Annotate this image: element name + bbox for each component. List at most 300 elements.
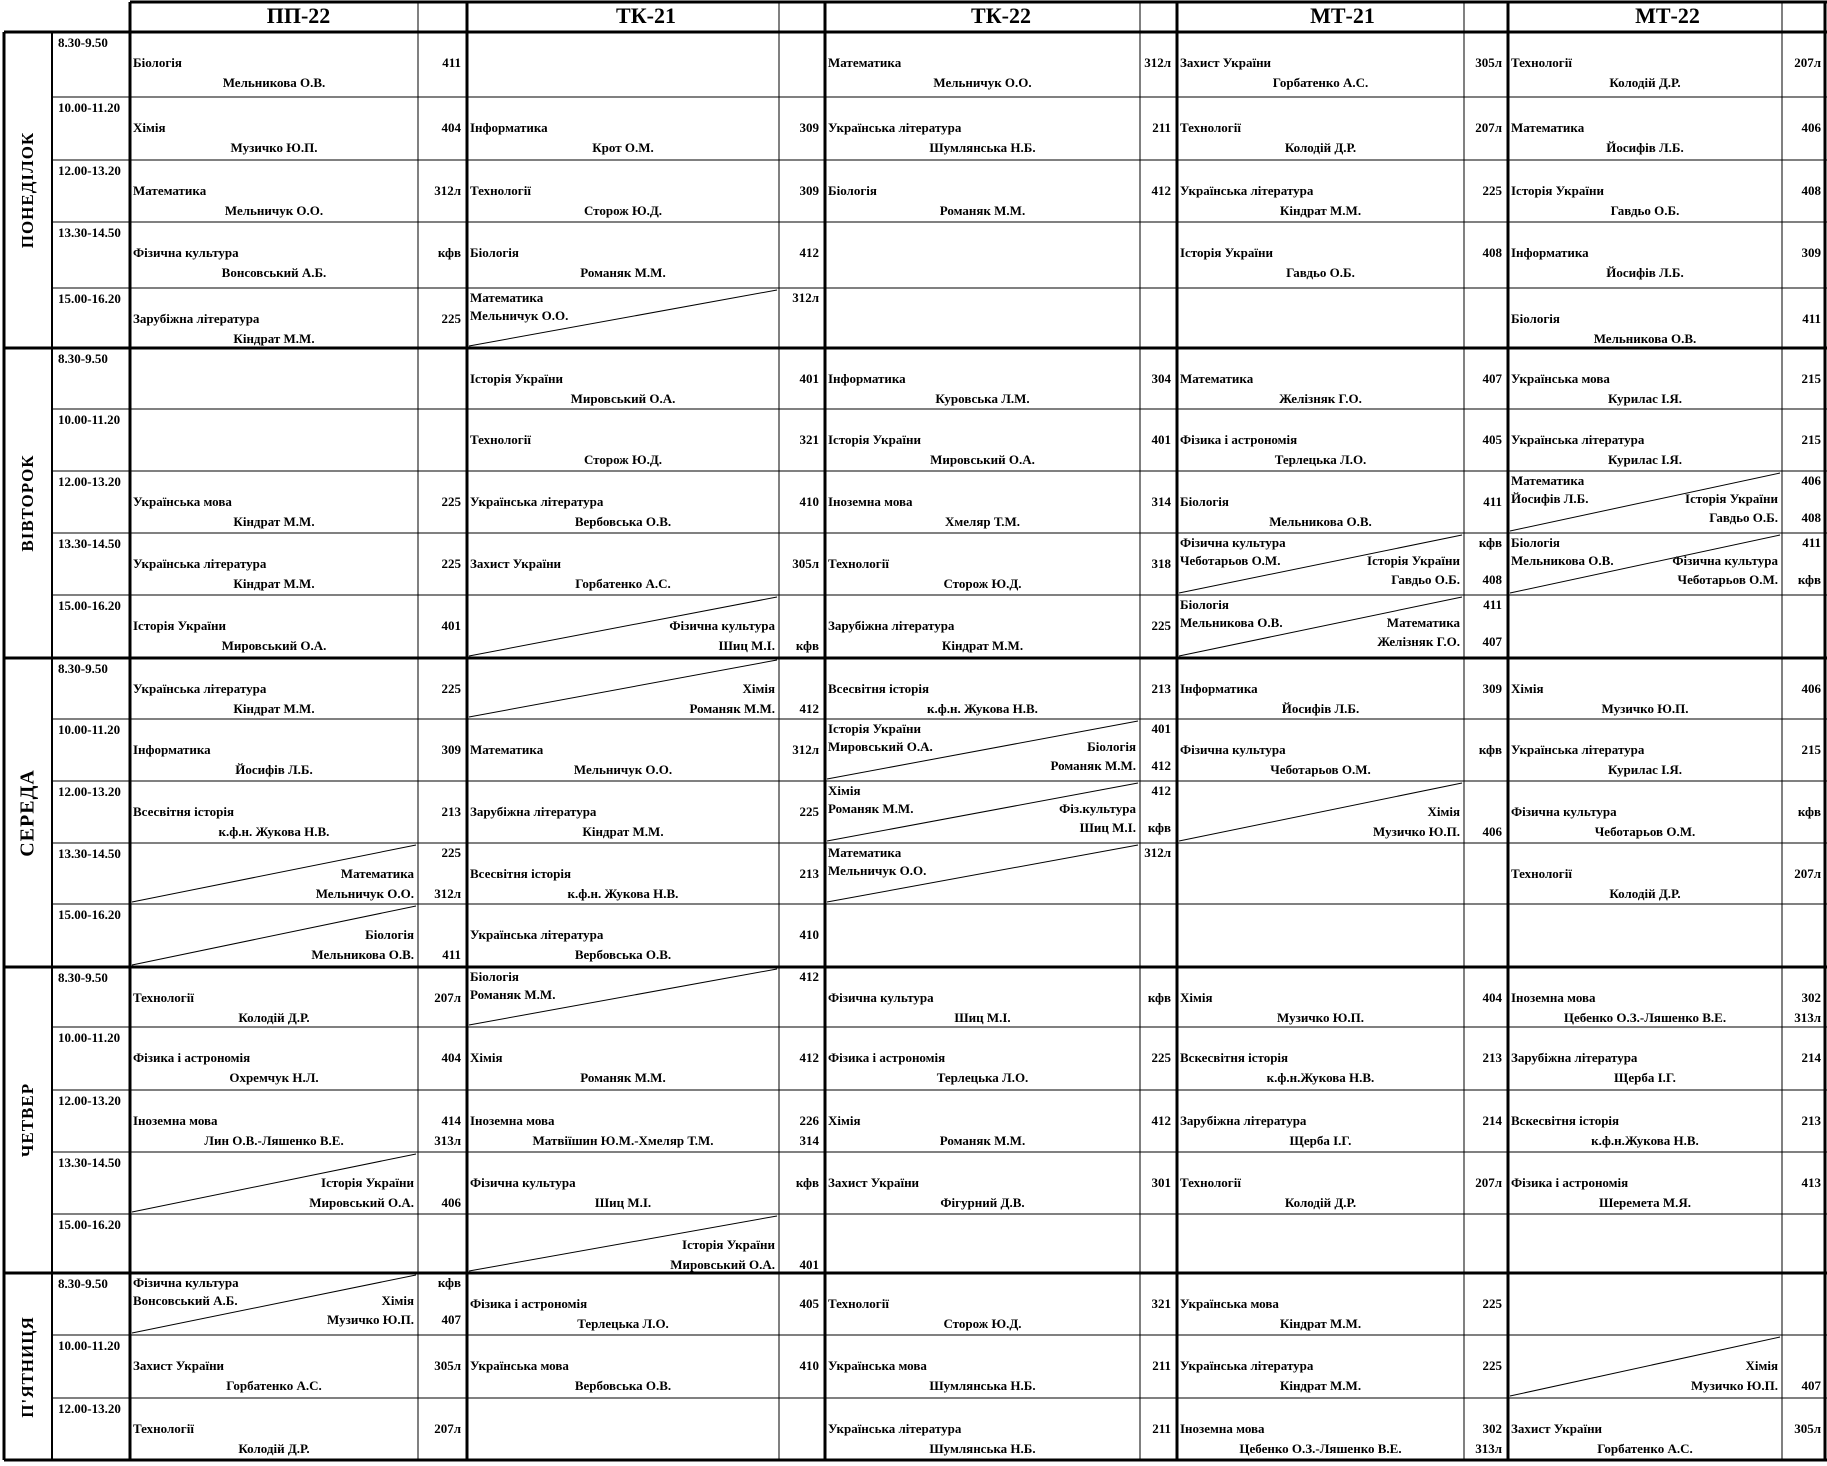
room-number: 321	[1151, 1296, 1171, 1311]
subject-name: Математика	[1386, 615, 1460, 630]
teacher-name: к.ф.н.Жукова Н.В.	[1591, 1133, 1699, 1148]
subject-name: Технології	[1180, 120, 1241, 135]
subject-name: Фізика і астрономія	[1180, 432, 1298, 447]
room-number: 404	[441, 120, 461, 135]
room-number: 313л	[1794, 1010, 1821, 1025]
room-number: 412	[1151, 783, 1171, 798]
room-number: 408	[1801, 183, 1821, 198]
time-slot: 8.30-9.50	[58, 661, 108, 676]
teacher-name: Мировський О.А.	[221, 638, 327, 653]
day-label: ПОНЕДІЛОК	[18, 131, 37, 249]
teacher-name: Мировський О.А.	[670, 1257, 775, 1272]
teacher-name: Сторож Ю.Д.	[583, 452, 663, 467]
subject-name: Українська мова	[1180, 1296, 1279, 1311]
teacher-name: Романяк М.М.	[828, 801, 914, 816]
room-number: 404	[1482, 990, 1502, 1005]
teacher-name: Мировський О.А.	[930, 452, 1035, 467]
room-number: 412	[1151, 758, 1171, 773]
subject-name: Хімія	[1427, 804, 1460, 819]
teacher-name: Мельникова О.В.	[1511, 553, 1614, 568]
subject-name: Фізика і астрономія	[133, 1050, 251, 1065]
subject-name: Технології	[133, 1421, 194, 1436]
room-number: 314	[799, 1133, 819, 1148]
teacher-name: Сторож Ю.Д.	[943, 1316, 1022, 1331]
teacher-name: Вонсовський А.Б.	[133, 1293, 238, 1308]
time-slot: 15.00-16.20	[58, 1217, 121, 1232]
subject-name: Математика	[828, 845, 902, 860]
room-number: 207л	[1794, 866, 1821, 881]
room-number: 305л	[792, 556, 819, 571]
subject-name: Вскесвітня історія	[1180, 1050, 1289, 1065]
time-slot: 8.30-9.50	[58, 970, 108, 985]
room-number: 207л	[434, 990, 461, 1005]
time-slot: 8.30-9.50	[58, 35, 108, 50]
subject-name: Математика	[470, 742, 544, 757]
teacher-name: к.ф.н. Жукова Н.В.	[927, 701, 1038, 716]
teacher-name: Кіндрат М.М.	[233, 701, 315, 716]
room-number: 410	[799, 1358, 819, 1373]
room-number: 414	[441, 1113, 461, 1128]
subject-name: Математика	[1511, 120, 1585, 135]
teacher-name: Гавдьо О.Б.	[1391, 572, 1460, 587]
subject-name: Інформатика	[1511, 245, 1589, 260]
teacher-name: Щерба І.Г.	[1614, 1070, 1676, 1085]
subject-name: Іноземна мова	[133, 1113, 218, 1128]
subject-name: Фізична культура	[470, 1175, 576, 1190]
teacher-name: Романяк М.М.	[689, 701, 775, 716]
teacher-name: Матвіїшин Ю.М.-Хмеляр Т.М.	[532, 1133, 714, 1148]
time-slot: 13.30-14.50	[58, 846, 121, 861]
day-label: ЧЕТВЕР	[18, 1082, 37, 1158]
room-number: 407	[441, 1312, 461, 1327]
room-number: 410	[799, 494, 819, 509]
room-number: 412	[1151, 1113, 1171, 1128]
room-number: 312л	[792, 742, 819, 757]
room-number: 225	[441, 494, 461, 509]
time-slot: 8.30-9.50	[58, 351, 108, 366]
subject-name: Захист України	[133, 1358, 225, 1373]
room-number: кфв	[1478, 742, 1502, 757]
teacher-name: Сторож Ю.Д.	[943, 576, 1022, 591]
room-number: кфв	[795, 638, 819, 653]
room-number: 407	[1482, 371, 1502, 386]
teacher-name: Романяк М.М.	[939, 203, 1026, 218]
room-number: 207л	[1475, 1175, 1502, 1190]
teacher-name: Охремчук Н.Л.	[229, 1070, 319, 1085]
room-number: 225	[1482, 1296, 1502, 1311]
subject-name: Українська література	[133, 681, 267, 696]
subject-name: Фіз.культура	[1059, 801, 1136, 816]
teacher-name: Цебенко О.З.-Ляшенко В.Е.	[1563, 1010, 1727, 1025]
room-number: 207л	[434, 1421, 461, 1436]
room-number: 305л	[1475, 55, 1502, 70]
subject-name: Біологія	[1511, 311, 1560, 326]
room-number: 401	[799, 1257, 819, 1272]
subject-name: Фізична культура	[133, 245, 239, 260]
subject-name: Фізична культура	[1180, 535, 1286, 550]
subject-name: Фізика і астрономія	[470, 1296, 588, 1311]
room-number: 312л	[792, 290, 819, 305]
room-number: 214	[1801, 1050, 1821, 1065]
room-number: 411	[1483, 597, 1502, 612]
room-number: 401	[799, 371, 819, 386]
room-number: 225	[1482, 1358, 1502, 1373]
teacher-name: Сторож Ю.Д.	[583, 203, 663, 218]
time-slot: 10.00-11.20	[58, 1338, 121, 1353]
subject-name: Історія України	[133, 618, 226, 633]
teacher-name: Мельничук О.О.	[828, 863, 927, 878]
teacher-name: к.ф.н.Жукова Н.В.	[1266, 1070, 1375, 1085]
teacher-name: Кіндрат М.М.	[941, 638, 1024, 653]
teacher-name: Чеботарьов О.М.	[1594, 824, 1696, 839]
teacher-name: Колодій Д.Р.	[238, 1010, 310, 1025]
teacher-name: Гавдьо О.Б.	[1610, 203, 1680, 218]
room-number: 313л	[434, 1133, 461, 1148]
teacher-name: Шиц М.І.	[594, 1195, 652, 1210]
teacher-name: Йосифів Л.Б.	[235, 762, 313, 777]
room-number: 213	[1151, 681, 1171, 696]
room-number: 405	[799, 1296, 819, 1311]
subject-name: Хімія	[742, 681, 775, 696]
subject-name: Біологія	[1511, 535, 1560, 550]
teacher-name: Горбатенко А.С.	[226, 1378, 322, 1393]
subject-name: Хімія	[1511, 681, 1544, 696]
subject-name: Українська література	[828, 1421, 962, 1436]
room-number: 225	[441, 681, 461, 696]
subject-name: Українська мова	[133, 494, 232, 509]
teacher-name: Курилас І.Я.	[1607, 391, 1683, 406]
subject-name: Біологія	[1180, 494, 1229, 509]
teacher-name: Колодій Д.Р.	[238, 1441, 310, 1456]
room-number: 401	[441, 618, 461, 633]
teacher-name: Романяк М.М.	[470, 987, 556, 1002]
teacher-name: Мельникова О.В.	[222, 75, 326, 90]
teacher-name: Терлецька Л.О.	[1274, 452, 1367, 467]
time-slot: 12.00-13.20	[58, 163, 121, 178]
teacher-name: Мельничук О.О.	[470, 308, 569, 323]
teacher-name: Мельникова О.В.	[1593, 331, 1697, 346]
teacher-name: Колодій Д.Р.	[1284, 1195, 1357, 1210]
teacher-name: Музичко Ю.П.	[327, 1312, 414, 1327]
subject-name: Інформатика	[133, 742, 211, 757]
subject-name: Інформатика	[828, 371, 906, 386]
room-number: 411	[442, 55, 461, 70]
subject-name: Всесвітня історія	[828, 681, 930, 696]
room-number: 312л	[434, 183, 461, 198]
teacher-name: Терлецька Л.О.	[936, 1070, 1029, 1085]
room-number: 313л	[1475, 1441, 1502, 1456]
room-number: 412	[799, 245, 819, 260]
day-label: СЕРЕДА	[16, 768, 39, 857]
time-slot: 15.00-16.20	[58, 291, 121, 306]
room-number: 304	[1151, 371, 1171, 386]
room-number: 226	[799, 1113, 819, 1128]
room-number: 213	[1801, 1113, 1821, 1128]
teacher-name: Мельничук О.О.	[315, 886, 414, 901]
teacher-name: Колодій Д.Р.	[1609, 75, 1681, 90]
room-number: 211	[1152, 120, 1171, 135]
teacher-name: Желізняк Г.О.	[1279, 391, 1362, 406]
teacher-name: Мельникова О.В.	[311, 947, 414, 962]
room-number: кфв	[1797, 572, 1821, 587]
subject-name: Іноземна мова	[470, 1113, 555, 1128]
subject-name: Українська література	[133, 556, 267, 571]
room-number: 215	[1801, 742, 1821, 757]
subject-name: Біологія	[365, 927, 414, 942]
subject-name: Українська література	[828, 120, 962, 135]
room-number: 411	[1802, 311, 1821, 326]
subject-name: Технології	[1511, 866, 1572, 881]
subject-name: Зарубіжна література	[828, 618, 955, 633]
subject-name: Історія України	[828, 721, 921, 736]
teacher-name: Крот О.М.	[592, 140, 654, 155]
subject-name: Математика	[340, 866, 414, 881]
subject-name: Історія України	[321, 1175, 414, 1190]
subject-name: Технології	[470, 432, 531, 447]
subject-name: Хімія	[828, 783, 861, 798]
teacher-name: Йосифів Л.Б.	[1606, 265, 1684, 280]
subject-name: Математика	[470, 290, 544, 305]
teacher-name: Йосифів Л.Б.	[1511, 491, 1589, 506]
time-slot: 12.00-13.20	[58, 784, 121, 799]
subject-name: Захист України	[470, 556, 562, 571]
subject-name: Іноземна мова	[1511, 990, 1596, 1005]
room-number: 305л	[1794, 1421, 1821, 1436]
teacher-name: Гавдьо О.Б.	[1286, 265, 1355, 280]
subject-name: Біологія	[133, 55, 182, 70]
subject-name: Історія України	[1367, 553, 1460, 568]
teacher-name: Музичко Ю.П.	[230, 140, 318, 155]
room-number: 411	[1483, 494, 1502, 509]
time-slot: 15.00-16.20	[58, 598, 121, 613]
room-number: 215	[1801, 371, 1821, 386]
room-number: 411	[1802, 535, 1821, 550]
room-number: кфв	[1147, 820, 1171, 835]
teacher-name: Романяк М.М.	[1050, 758, 1136, 773]
subject-name: Хімія	[828, 1113, 861, 1128]
subject-name: Захист України	[828, 1175, 920, 1190]
room-number: 413	[1801, 1175, 1821, 1190]
teacher-name: Куровська Л.М.	[935, 391, 1030, 406]
subject-name: Хімія	[470, 1050, 503, 1065]
teacher-name: Фігурний Д.В.	[940, 1195, 1025, 1210]
subject-name: Біологія	[470, 245, 519, 260]
room-number: 312л	[1144, 845, 1171, 860]
teacher-name: Кіндрат М.М.	[233, 514, 315, 529]
subject-name: Інформатика	[470, 120, 548, 135]
subject-name: Біологія	[828, 183, 877, 198]
teacher-name: Горбатенко А.С.	[575, 576, 671, 591]
teacher-name: Мельничук О.О.	[933, 75, 1032, 90]
subject-name: Хімія	[1180, 990, 1213, 1005]
room-number: 318	[1151, 556, 1171, 571]
room-number: 412	[1151, 183, 1171, 198]
room-number: кфв	[437, 245, 461, 260]
teacher-name: Романяк М.М.	[939, 1133, 1026, 1148]
subject-name: Технології	[1511, 55, 1572, 70]
room-number: 225	[1151, 618, 1171, 633]
subject-name: Історія України	[828, 432, 921, 447]
teacher-name: Мировський О.А.	[828, 739, 933, 754]
room-number: кфв	[1797, 804, 1821, 819]
subject-name: Фізика і астрономія	[828, 1050, 946, 1065]
subject-name: Історія України	[470, 371, 563, 386]
subject-name: Захист України	[1511, 1421, 1603, 1436]
room-number: 302	[1482, 1421, 1502, 1436]
subject-name: Біологія	[1087, 739, 1136, 754]
room-number: 407	[1801, 1378, 1821, 1393]
room-number: 405	[1482, 432, 1502, 447]
subject-name: Українська література	[1511, 432, 1645, 447]
subject-name: Технології	[470, 183, 531, 198]
teacher-name: Шиц М.І.	[718, 638, 775, 653]
teacher-name: Горбатенко А.С.	[1272, 75, 1369, 90]
room-number: кфв	[795, 1175, 819, 1190]
time-slot: 8.30-9.50	[58, 1276, 108, 1291]
teacher-name: Романяк М.М.	[580, 1070, 666, 1085]
room-number: 406	[1801, 473, 1821, 488]
subject-name: Фізика і астрономія	[1511, 1175, 1629, 1190]
teacher-name: Терлецька Л.О.	[577, 1316, 669, 1331]
room-number: 225	[441, 311, 461, 326]
room-number: 407	[1482, 634, 1502, 649]
teacher-name: Музичко Ю.П.	[1691, 1378, 1778, 1393]
room-number: 408	[1482, 572, 1502, 587]
teacher-name: Романяк М.М.	[580, 265, 666, 280]
room-number: 406	[1801, 120, 1821, 135]
room-number: 225	[441, 556, 461, 571]
group-header: ПП-22	[266, 3, 331, 28]
subject-name: Фізична культура	[133, 1275, 239, 1290]
subject-name: Фізична культура	[1180, 742, 1286, 757]
subject-name: Біологія	[470, 969, 519, 984]
room-number: кфв	[1147, 990, 1171, 1005]
teacher-name: Кіндрат М.М.	[1279, 1316, 1362, 1331]
teacher-name: Шумлянська Н.Б.	[929, 1441, 1036, 1456]
room-number: 401	[1151, 721, 1171, 736]
teacher-name: Музичко Ю.П.	[1601, 701, 1689, 716]
time-slot: 13.30-14.50	[58, 1155, 121, 1170]
teacher-name: Вербовська О.В.	[574, 1378, 672, 1393]
subject-name: Зарубіжна література	[1180, 1113, 1307, 1128]
time-slot: 10.00-11.20	[58, 412, 121, 427]
time-slot: 13.30-14.50	[58, 225, 121, 240]
room-number: 225	[799, 804, 819, 819]
subject-name: Математика	[1180, 371, 1254, 386]
group-header: МТ-22	[1635, 3, 1700, 28]
time-slot: 12.00-13.20	[58, 1093, 121, 1108]
room-number: 406	[1801, 681, 1821, 696]
teacher-name: Йосифів Л.Б.	[1281, 701, 1360, 716]
subject-name: Математика	[1511, 473, 1585, 488]
time-slot: 12.00-13.20	[58, 1401, 121, 1416]
teacher-name: Колодій Д.Р.	[1284, 140, 1357, 155]
teacher-name: Шумлянська Н.Б.	[929, 140, 1036, 155]
teacher-name: Кіндрат М.М.	[1279, 1378, 1362, 1393]
room-number: 411	[442, 947, 461, 962]
room-number: 309	[799, 183, 819, 198]
room-number: 412	[799, 1050, 819, 1065]
teacher-name: Музичко Ю.П.	[1277, 1010, 1364, 1025]
subject-name: Хімія	[133, 120, 166, 135]
subject-name: Технології	[828, 1296, 889, 1311]
subject-name: Технології	[133, 990, 194, 1005]
time-slot: 15.00-16.20	[58, 907, 121, 922]
teacher-name: Горбатенко А.С.	[1597, 1441, 1693, 1456]
room-number: 401	[1151, 432, 1171, 447]
teacher-name: Хмеляр Т.М.	[945, 514, 1020, 529]
teacher-name: Вербовська О.В.	[574, 947, 672, 962]
teacher-name: Мировський О.А.	[570, 391, 676, 406]
room-number: 305л	[434, 1358, 461, 1373]
room-number: 312л	[434, 886, 461, 901]
teacher-name: Желізняк Г.О.	[1377, 634, 1460, 649]
subject-name: Історія України	[1180, 245, 1273, 260]
subject-name: Всесвітня історія	[133, 804, 235, 819]
teacher-name: Мировський О.А.	[309, 1195, 414, 1210]
teacher-name: Гавдьо О.Б.	[1709, 510, 1778, 525]
room-number: 406	[1482, 824, 1502, 839]
room-number: 302	[1801, 990, 1821, 1005]
day-label: ВІВТОРОК	[18, 454, 37, 552]
room-number: 213	[799, 866, 819, 881]
room-number: кфв	[1478, 535, 1502, 550]
teacher-name: Мельничук О.О.	[224, 203, 324, 218]
teacher-name: Чеботарьов О.М.	[1180, 553, 1281, 568]
subject-name: Вскесвітня історія	[1511, 1113, 1620, 1128]
subject-name: Біологія	[1180, 597, 1229, 612]
group-header: ТК-22	[971, 3, 1031, 28]
day-label: П'ЯТНИЦЯ	[18, 1315, 37, 1418]
room-number: 215	[1801, 432, 1821, 447]
subject-name: Українська література	[1180, 1358, 1314, 1373]
room-number: 225	[1151, 1050, 1171, 1065]
subject-name: Хімія	[381, 1293, 414, 1308]
teacher-name: Мельничук О.О.	[573, 762, 673, 777]
teacher-name: Музичко Ю.П.	[1373, 824, 1460, 839]
room-number: 211	[1152, 1358, 1171, 1373]
room-number: 404	[441, 1050, 461, 1065]
time-slot: 10.00-11.20	[58, 1030, 121, 1045]
room-number: 312л	[1144, 55, 1171, 70]
subject-name: Українська література	[470, 494, 604, 509]
teacher-name: Йосифів Л.Б.	[1606, 140, 1684, 155]
teacher-name: к.ф.н. Жукова Н.В.	[567, 886, 679, 901]
time-slot: 10.00-11.20	[58, 100, 121, 115]
teacher-name: Шиц М.І.	[1079, 820, 1136, 835]
subject-name: Українська література	[1511, 742, 1645, 757]
room-number: кфв	[437, 1275, 461, 1290]
teacher-name: Чеботарьов О.М.	[1677, 572, 1778, 587]
subject-name: Українська мова	[1511, 371, 1610, 386]
teacher-name: Кіндрат М.М.	[1279, 203, 1362, 218]
room-number: 213	[441, 804, 461, 819]
teacher-name: Кіндрат М.М.	[233, 331, 315, 346]
room-number: 309	[1801, 245, 1821, 260]
room-number: 309	[441, 742, 461, 757]
room-number: 408	[1482, 245, 1502, 260]
subject-name: Хімія	[1745, 1358, 1778, 1373]
room-number: 225	[1482, 183, 1502, 198]
subject-name: Математика	[133, 183, 207, 198]
subject-name: Інформатика	[1180, 681, 1258, 696]
subject-name: Фізична культура	[1672, 553, 1778, 568]
subject-name: Технології	[1180, 1175, 1241, 1190]
room-number: 214	[1482, 1113, 1502, 1128]
subject-name: Фізична культура	[1511, 804, 1617, 819]
time-slot: 10.00-11.20	[58, 722, 121, 737]
time-slot: 12.00-13.20	[58, 474, 121, 489]
